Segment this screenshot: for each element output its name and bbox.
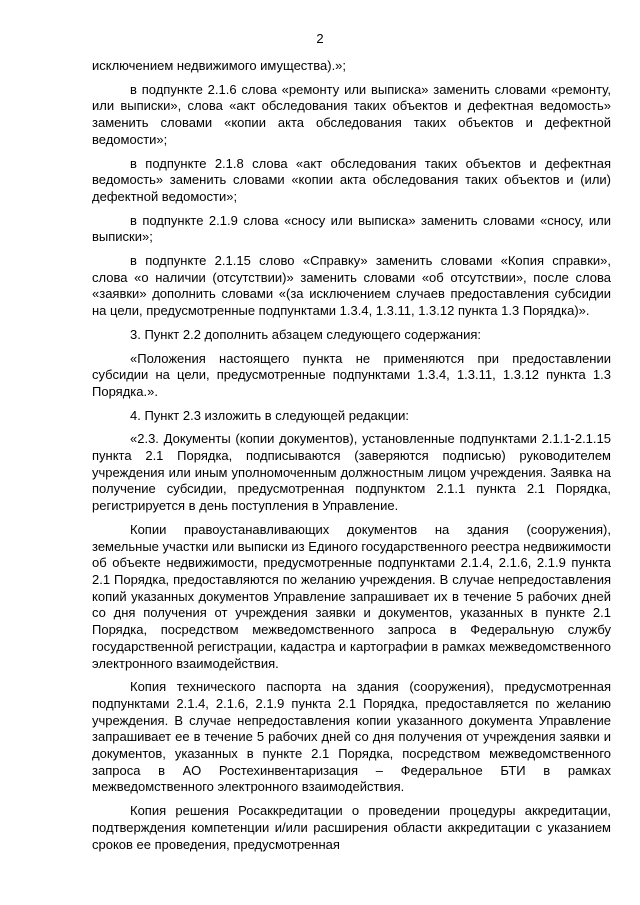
document-body <box>92 58 611 860</box>
paragraph-accreditation: Копия решения Росаккредитации о проведении процедуры аккредитации, подтверждения компетенции и/или расширения области аккредитации с указанием сроков ее проведения, предусмотренная <box>92 803 611 852</box>
paragraph-continuation: исключением недвижимого имущества).»; <box>92 58 347 73</box>
paragraph-item-4: 4. Пункт 2.3 изложить в следующей редакции: <box>130 407 410 423</box>
paragraph-technical-passport: Копия технического паспорта на здания (сооружения), предусмотренная подпунктами 2.1.4, 2.1.6, 2.1.9 пункта 2.1 Порядка, предоставляется по желанию учреждения. В случае непредоставления копии указанного документа Управление запрашивает ее в течение 5 рабочих дней со дня получения от учреждения заявки и документов, указанных в пункте 2.1 Порядка, посредством межведомственного запроса в АО Ростехинвентаризация – Федеральное БТИ в рамках межведомственного электронного взаимодействия. <box>92 679 611 795</box>
paragraph-2-1-8: в подпункте 2.1.8 слова «акт обследования таких объектов и дефектная ведомость» заменить словами «копии акта обследования таких объектов и (или) дефектной ведомости»; <box>92 155 611 204</box>
page-number: 2 <box>316 31 324 46</box>
paragraph-item-3: 3. Пункт 2.2 дополнить абзацем следующего содержания: <box>130 326 481 342</box>
paragraph-2-1-15: в подпункте 2.1.15 слово «Справку» заменить словами «Копия справки», слова «о наличии (отсутствии)» заменить словами «об отсутствии», после слова «заявки» дополнить словами «(за исключением случаев предоставления субсидии на цели, предусмотренные подпунктами 1.3.4, 1.3.11, 1.3.12 пункта 1.3 Порядка)». <box>92 253 611 319</box>
paragraph-property-documents: Копии правоустанавливающих документов на здания (сооружения), земельные участки или выписки из Единого государственного реестра недвижимости об объекте недвижимости, предусмотренные подпунктами 2.1.4, 2.1.6, 2.1.9 пункта 2.1 Порядка, предоставляются по желанию учреждения. В случае непредоставления копий указанных документов Управление запрашивает их в течение 5 рабочих дней со дня получения от учреждения заявки и документов, указанных в пункте 2.1 Порядка, посредством межведомственного запроса в Федеральную службу государственной регистрации, кадастра и картографии в рамках межведомственного электронного взаимодействия. <box>92 521 611 671</box>
paragraph-2-1-9: в подпункте 2.1.9 слова «сносу или выписка» заменить словами «сносу, или выписки»; <box>92 212 611 245</box>
paragraph-item-3-quote: «Положения настоящего пункта не применяются при предоставлении субсидии на цели, предусмотренные подпунктами 1.3.4, 1.3.11, 1.3.12 пункта 1.3 Порядка.». <box>92 350 611 399</box>
paragraph-2-1-6: в подпункте 2.1.6 слова «ремонту или выписка» заменить словами «ремонту, или выписки», слова «акт обследования таких объектов и дефектная ведомость» заменить словами «копии акта обследования таких объектов и дефектной ведомости»; <box>92 81 611 147</box>
paragraph-2-3-quote: «2.3. Документы (копии документов), установленные подпунктами 2.1.1-2.1.15 пункта 2.1 Порядка, подписываются (заверяются подписью) руководителем учреждения или иным уполномоченным должностным лицом учреждения. Заявка на получение субсидии, предусмотренная подпунктом 2.1.1 пункта 2.1 Порядка, регистрируется в день поступления в Управление. <box>92 431 611 514</box>
